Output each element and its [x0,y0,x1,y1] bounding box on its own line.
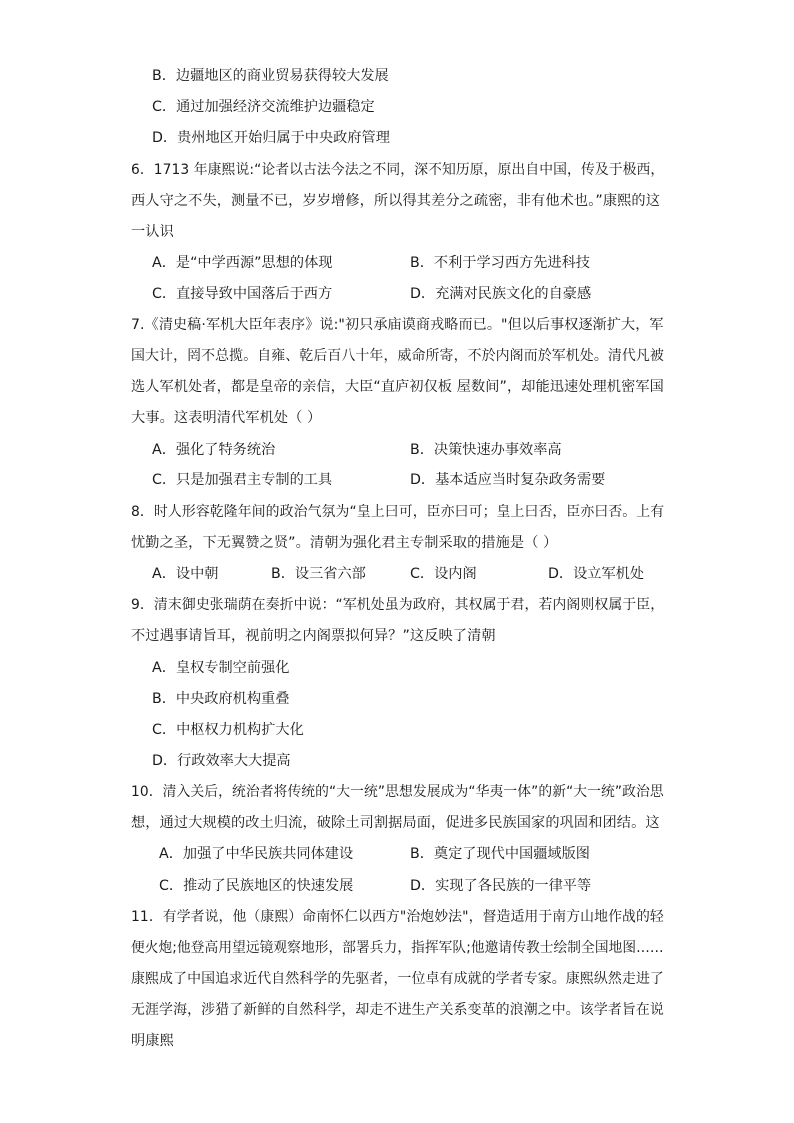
q6-stem-line-1: 6．1713 年康熙说:“论者以古法今法之不同，深不知历原，原出自中国，传及于极西， [131,162,665,178]
q11-stem-line-4: 无涯学海，涉猎了新鲜的自然科学，却走不进生产关系变革的浪潮之中。该学者旨在说 [131,1002,664,1018]
q7-stem-line-4: 大事。这表明清代军机处（ ） [131,410,322,426]
q11-stem-line-1: 11．有学者说，他（康熙）命南怀仁以西方"治炮妙法"，督造适用于南方山地作战的轻 [131,909,664,925]
q7-stem-line-1: 7.《清史稿·军机大臣年表序》说:"初只承庙谟商戎略而已。"但以后事权逐渐扩大，军 [131,317,664,333]
q9-option-d: D．行政效率大大提高 [152,753,291,769]
q7-option-d: D．基本适应当时复杂政务需要 [410,472,606,488]
q6-option-a: A．是“中学西源”思想的体现 [152,255,333,271]
q7-option-b: B．决策快速办事效率高 [410,442,562,458]
q5-option-c: C．通过加强经济交流维护边疆稳定 [152,99,375,115]
q10-option-c: C．推动了民族地区的快速发展 [159,878,354,894]
q10-option-b: B．奠定了现代中国疆域版图 [410,846,590,862]
q6-option-c: C．直接导致中国落后于西方 [152,286,333,302]
q6-stem-line-3: 一认识 [131,224,174,240]
q11-stem-line-3: 康熙成了中国追求近代自然科学的先驱者，一位卓有成就的学者专家。康熙纵然走进了 [131,971,664,987]
q9-stem-line-2: 不过遇事请旨耳，视前明之内阁票拟何异？”这反映了清朝 [131,628,496,644]
q10-option-a: A．加强了中华民族共同体建设 [159,846,354,862]
q8-option-a: A．设中朝 [152,566,219,582]
q7-option-a: A．强化了特务统治 [152,442,276,458]
q10-option-d: D．实现了各民族的一律平等 [410,878,592,894]
q8-stem-line-1: 8．时人形容乾隆年间的政治气氛为“皇上曰可，臣亦曰可；皇上曰否，臣亦曰否。上有 [131,504,665,520]
q7-stem-line-2: 国大计，罔不总揽。自雍、乾后百八十年，威命所寄，不於内阁而於军机处。清代凡被 [131,348,664,364]
q10-stem-line-1: 10．清入关后，统治者将传统的“大一统”思想发展成为“华夷一体”的新“大一统”政治思 [131,784,664,800]
q5-option-d: D．贵州地区开始归属于中央政府管理 [152,130,390,146]
q6-stem-line-2: 西人守之不失，测量不已，岁岁增修，所以得其差分之疏密，非有他术也。”康熙的这 [131,193,660,209]
q9-option-c: C．中枢权力机构扩大化 [152,722,304,738]
q5-option-b: B．边疆地区的商业贸易获得较大发展 [152,68,389,84]
q8-stem-line-2: 忧勤之圣，下无翼赞之贤”。清朝为强化君主专制采取的措施是（ ） [131,535,558,551]
q11-stem-line-2: 便火炮;他登高用望远镜观察地形，部署兵力，指挥军队;他邀请传教士绘制全国地图…… [131,940,664,956]
q11-stem-line-5: 明康熙 [131,1033,174,1049]
q7-stem-line-3: 选人军机处者，都是皇帝的亲信，大臣“直庐初仅板 屋数间”，却能迅速处理机密军国 [131,379,664,395]
q9-option-b: B．中央政府机构重叠 [152,691,290,707]
q7-option-c: C．只是加强君主专制的工具 [152,472,333,488]
q9-stem-line-1: 9．清末御史张瑞荫在奏折中说：“军机处虽为政府，其权属于君，若内阁则权属于臣， [131,597,665,613]
q6-option-d: D．充满对民族文化的自豪感 [410,286,592,302]
q6-option-b: B．不利于学习西方先进科技 [410,255,590,271]
q9-option-a: A．皇权专制空前强化 [152,660,290,676]
q8-option-c: C．设内阁 [410,566,477,582]
q8-option-d: D．设立军机处 [548,566,645,582]
q8-option-b: B．设三省六部 [271,566,366,582]
q10-stem-line-2: 想，通过大规模的改土归流，破除土司割据局面，促进多民族国家的巩固和团结。这 [131,815,660,831]
